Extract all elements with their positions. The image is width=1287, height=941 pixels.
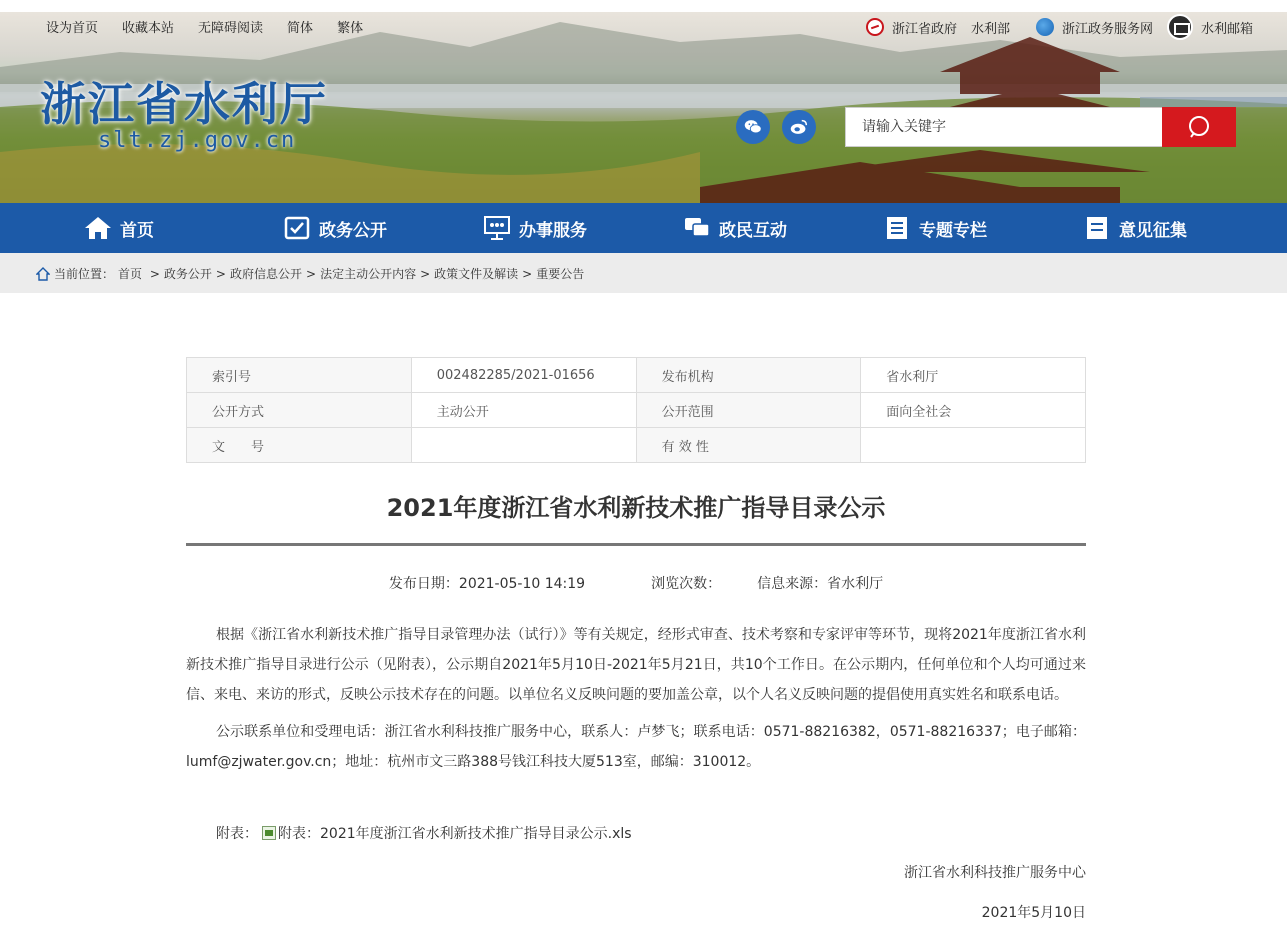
nav-feedback[interactable] bbox=[1083, 203, 1187, 253]
bookmark-link[interactable]: 收藏本站 bbox=[122, 21, 175, 36]
breadcrumb bbox=[36, 265, 588, 282]
breadcrumb-bar bbox=[0, 253, 1287, 293]
validity-value bbox=[861, 428, 1086, 463]
search-icon bbox=[1186, 114, 1212, 140]
gov-emblem-icon bbox=[866, 18, 884, 36]
table-row bbox=[187, 393, 1086, 428]
breadcrumb-sep: > bbox=[306, 266, 317, 281]
breadcrumb-sep: > bbox=[522, 266, 533, 281]
breadcrumb-home[interactable]: 首页 bbox=[118, 267, 143, 281]
breadcrumb-sep: > bbox=[146, 266, 160, 281]
accessibility-link[interactable]: 无障碍阅读 bbox=[198, 21, 264, 36]
breadcrumb-gov-affairs[interactable]: 政务公开 bbox=[163, 267, 212, 281]
validity-label: 有 效 性 bbox=[636, 428, 861, 463]
docno-label: 文 号 bbox=[187, 428, 412, 463]
top-right-links bbox=[852, 14, 1253, 40]
water-mail-link[interactable] bbox=[1167, 14, 1253, 40]
globe-icon bbox=[1036, 18, 1054, 36]
nav-interaction-label: 政民互动 bbox=[719, 220, 787, 241]
nav-topics-label: 专题专栏 bbox=[919, 220, 987, 241]
traditional-link[interactable]: 繁体 bbox=[337, 21, 364, 36]
breadcrumb-prefix: 当前位置： bbox=[54, 267, 115, 281]
nav-services[interactable] bbox=[483, 203, 587, 253]
attachment-row bbox=[216, 823, 632, 843]
search-box bbox=[845, 107, 1236, 147]
set-homepage-link[interactable]: 设为首页 bbox=[46, 21, 99, 36]
org-label: 发布机构 bbox=[636, 358, 861, 393]
excel-file-icon bbox=[262, 826, 276, 840]
home-icon bbox=[84, 214, 112, 242]
org-value: 省水利厅 bbox=[861, 358, 1086, 393]
method-value: 主动公开 bbox=[411, 393, 636, 428]
simplified-link[interactable]: 简体 bbox=[287, 21, 314, 36]
breadcrumb-gov-info[interactable]: 政府信息公开 bbox=[229, 267, 302, 281]
monitor-icon bbox=[483, 214, 511, 242]
view-count: 浏览次数： bbox=[651, 576, 722, 592]
top-strip bbox=[0, 0, 1287, 12]
article-title: 2021年度浙江省水利新技术推广指导目录公示 bbox=[386, 494, 886, 522]
site-logo-title[interactable]: 浙江省水利厅 bbox=[40, 77, 328, 131]
nav-feedback-label: 意见征集 bbox=[1119, 220, 1187, 241]
publish-date: 发布日期：2021-05-10 14:19 bbox=[388, 576, 586, 592]
nav-topics[interactable] bbox=[883, 203, 987, 253]
chat-icon bbox=[683, 214, 711, 242]
article-paragraph-2: 公示联系单位和受理电话：浙江省水利科技推广服务中心，联系人：卢梦飞；联系电话：0571-88216382，0571-88216337；电子邮箱：lumf@zjwater.gov.cn；地址：杭州市文三路388号钱江科技大厦513室，邮编：310012。 bbox=[186, 724, 1086, 770]
breadcrumb-policy[interactable]: 政策文件及解读 bbox=[434, 267, 519, 281]
ministry-link[interactable] bbox=[971, 18, 1010, 37]
attachment-link[interactable]: 附表：2021年度浙江省水利新技术推广指导目录公示.xls bbox=[278, 826, 632, 842]
breadcrumb-notice[interactable]: 重要公告 bbox=[536, 267, 585, 281]
article-paragraph-1: 根据《浙江省水利新技术推广指导目录管理办法（试行）》等有关规定，经形式审查、技术考察和专家评审等环节，现将2021年度浙江省水利新技术推广指导目录进行公示（见附表），公示期自2021年5月10日-2021年5月21日，共10个工作日。在公示期内，任何单位和个人均可通过来信、来电、来访的形式，反映公示技术存在的问题。以单位名义反映问题的要加盖公章，以个人名义反映问题的提倡使用真实姓名和联系电话。 bbox=[186, 627, 1086, 703]
wechat-button[interactable] bbox=[736, 110, 770, 144]
nav-gov-affairs-label: 政务公开 bbox=[319, 220, 387, 241]
scope-value: 面向全社会 bbox=[861, 393, 1086, 428]
breadcrumb-sep: > bbox=[215, 266, 226, 281]
nav-services-label: 办事服务 bbox=[519, 220, 587, 241]
signature-date: 2021年5月10日 bbox=[981, 905, 1086, 921]
weibo-icon bbox=[788, 116, 810, 138]
water-mail-label: 水利邮箱 bbox=[1200, 21, 1253, 37]
search-input[interactable] bbox=[845, 107, 1162, 147]
folder-icon bbox=[883, 214, 911, 242]
index-value: 002482285/2021-01656 bbox=[411, 358, 636, 393]
breadcrumb-sep: > bbox=[420, 266, 431, 281]
index-label: 索引号 bbox=[187, 358, 412, 393]
article-body bbox=[186, 620, 1086, 784]
zj-service-label: 浙江政务服务网 bbox=[1061, 21, 1153, 37]
document-check-icon bbox=[283, 214, 311, 242]
method-label: 公开方式 bbox=[187, 393, 412, 428]
table-row bbox=[187, 358, 1086, 393]
ministry-label: 水利部 bbox=[970, 21, 1010, 37]
weibo-button[interactable] bbox=[782, 110, 816, 144]
zj-gov-label: 浙江省政府 bbox=[891, 21, 957, 37]
nav-home-label: 首页 bbox=[120, 220, 154, 241]
mail-icon bbox=[1167, 14, 1193, 40]
nav-interaction[interactable] bbox=[683, 203, 787, 253]
top-links bbox=[46, 17, 387, 36]
document-info-table bbox=[186, 357, 1086, 463]
docno-value bbox=[411, 428, 636, 463]
title-divider bbox=[186, 543, 1086, 546]
nav-home[interactable] bbox=[84, 203, 154, 253]
nav-gov-affairs[interactable] bbox=[283, 203, 387, 253]
attachment-label: 附表： bbox=[216, 826, 258, 842]
home-small-icon bbox=[36, 267, 50, 281]
table-row bbox=[187, 428, 1086, 463]
main-nav bbox=[0, 203, 1287, 253]
site-logo-domain: slt.zj.gov.cn bbox=[98, 128, 297, 153]
article-meta bbox=[186, 573, 1086, 593]
wechat-icon bbox=[742, 116, 764, 138]
zj-gov-link[interactable] bbox=[866, 18, 957, 37]
signature: 浙江省水利科技推广服务中心 bbox=[904, 865, 1086, 881]
scope-label: 公开范围 bbox=[636, 393, 861, 428]
form-icon bbox=[1083, 214, 1111, 242]
zj-service-link[interactable] bbox=[1036, 18, 1153, 37]
info-source: 信息来源：省水利厅 bbox=[757, 576, 884, 592]
breadcrumb-statutory[interactable]: 法定主动公开内容 bbox=[320, 267, 417, 281]
search-button[interactable] bbox=[1162, 107, 1236, 147]
